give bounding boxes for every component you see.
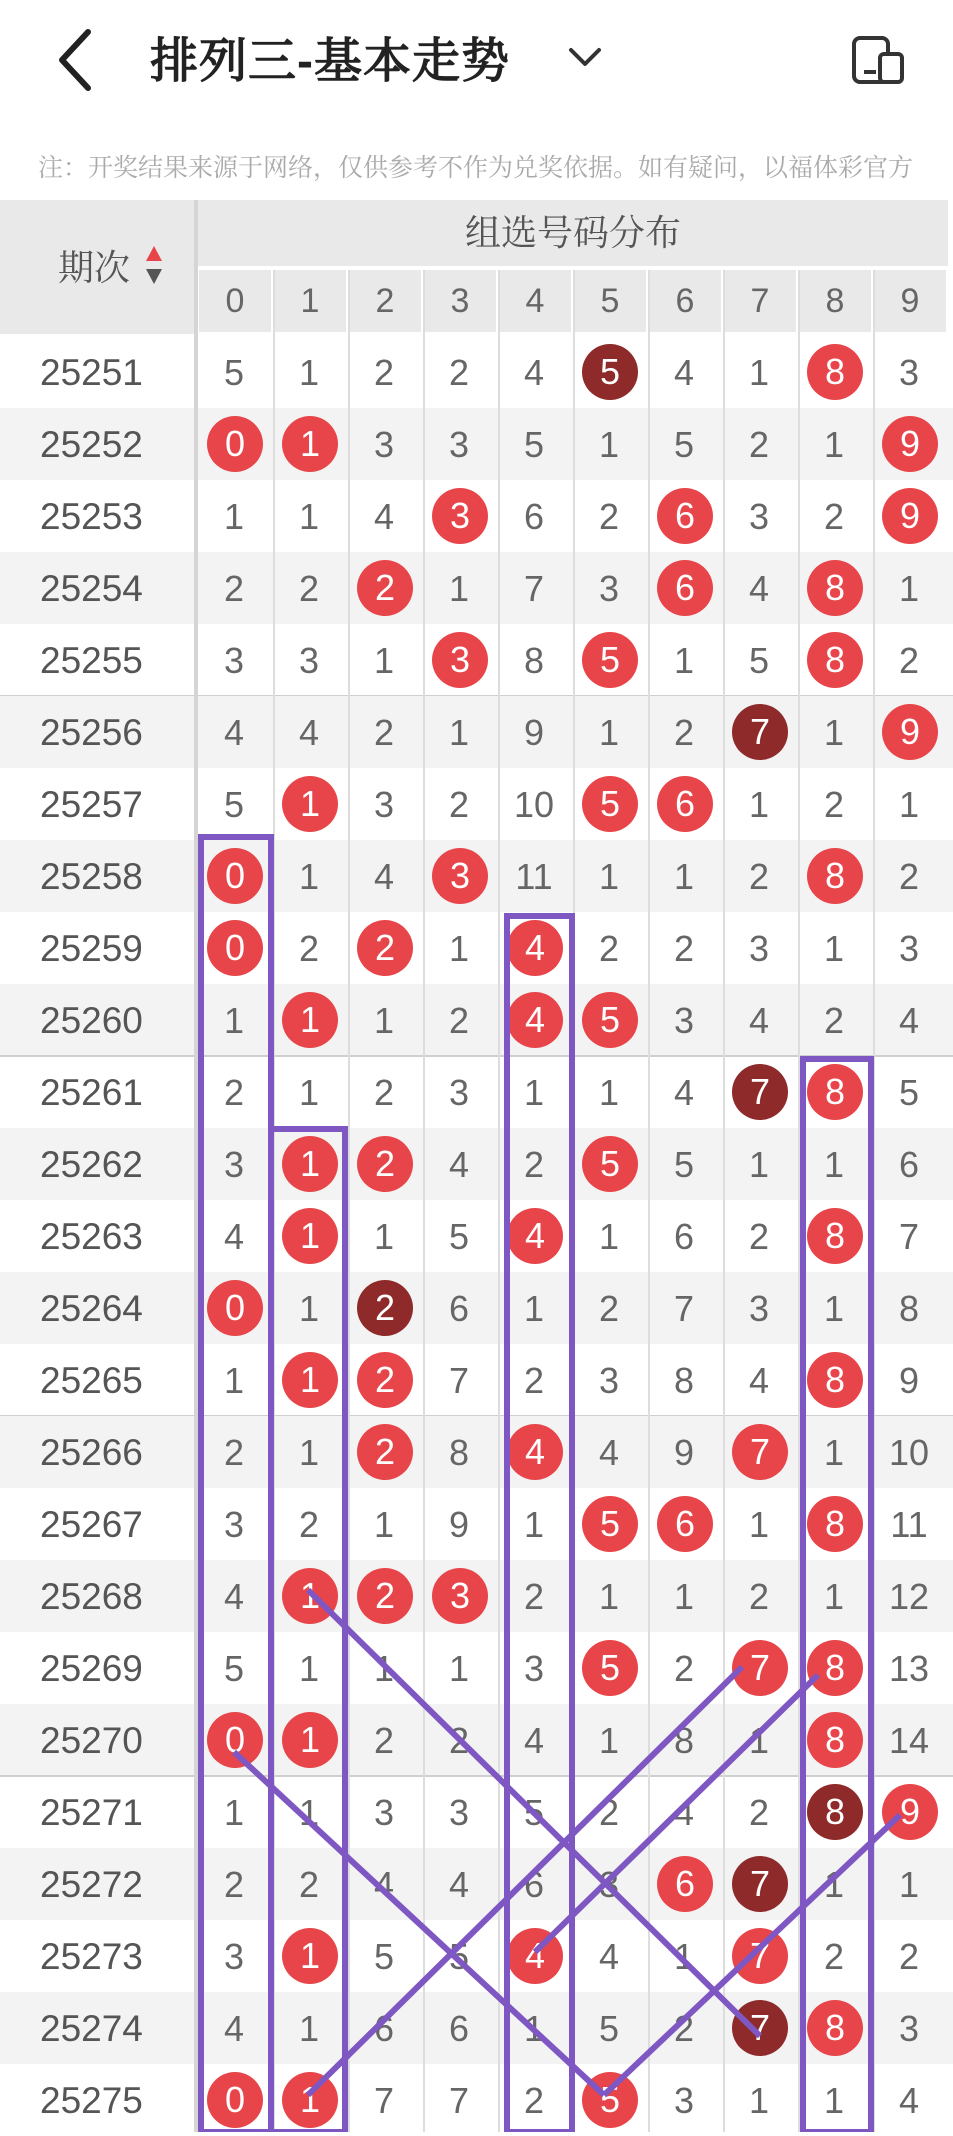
table-cell: 2 <box>448 1720 470 1761</box>
table-cell: 1 <box>598 1720 620 1761</box>
number-ball: 7 <box>732 1640 788 1696</box>
table-cell: 1 <box>298 496 320 537</box>
table-cell: 3 <box>373 784 395 825</box>
table-cell: 1 <box>598 856 620 897</box>
period-number: 25270 <box>40 1720 143 1761</box>
table-cell: 3 <box>223 1936 245 1977</box>
table-cell: 4 <box>373 856 395 897</box>
digit-header-8: 8 <box>799 270 871 332</box>
table-cell: 4 <box>523 352 545 393</box>
table-cell: 3 <box>598 568 620 609</box>
table-cell: 8 <box>523 640 545 681</box>
number-ball: 0 <box>207 848 263 904</box>
table-cell: 1 <box>598 424 620 465</box>
trend-line <box>308 1590 760 2036</box>
distribution-header: 组选号码分布 <box>198 200 948 266</box>
table-cell: 2 <box>298 1864 320 1905</box>
table-cell: 1 <box>298 1648 320 1689</box>
number-ball: 4 <box>507 920 563 976</box>
table-cell: 3 <box>373 424 395 465</box>
table-cell: 2 <box>673 1648 695 1689</box>
table-cell: 4 <box>673 1072 695 1113</box>
table-cell: 3 <box>598 1864 620 1905</box>
table-cell: 9 <box>673 1432 695 1473</box>
number-ball: 7 <box>732 1064 788 1120</box>
table-cell: 4 <box>748 1000 770 1041</box>
number-ball: 1 <box>282 1568 338 1624</box>
table-cell: 1 <box>373 1648 395 1689</box>
period-number: 25252 <box>40 424 143 465</box>
digit-header-7: 7 <box>724 270 796 332</box>
table-cell: 5 <box>673 1144 695 1185</box>
table-cell: 1 <box>223 1792 245 1833</box>
table-cell: 7 <box>898 1216 920 1257</box>
number-ball: 3 <box>432 632 488 688</box>
number-ball: 7 <box>732 1856 788 1912</box>
table-cell: 9 <box>448 1504 470 1545</box>
number-ball: 0 <box>207 920 263 976</box>
number-ball: 9 <box>882 488 938 544</box>
period-number: 25268 <box>40 1576 143 1617</box>
table-cell: 1 <box>298 1072 320 1113</box>
highlight-box-1 <box>271 1129 345 2132</box>
table-cell: 9 <box>523 712 545 753</box>
table-cell: 4 <box>373 496 395 537</box>
period-header: 期次 <box>58 247 131 288</box>
table-cell: 5 <box>598 2008 620 2049</box>
table-cell: 2 <box>523 1360 545 1401</box>
digit-header-4: 4 <box>499 270 571 332</box>
number-ball: 2 <box>357 1280 413 1336</box>
table-cell: 2 <box>298 568 320 609</box>
number-ball: 1 <box>282 1352 338 1408</box>
table-cell: 4 <box>598 1432 620 1473</box>
table-cell: 2 <box>673 928 695 969</box>
number-ball: 6 <box>657 488 713 544</box>
table-cell: 3 <box>748 928 770 969</box>
number-ball: 9 <box>882 704 938 760</box>
number-ball: 3 <box>432 488 488 544</box>
period-number: 25273 <box>40 1936 143 1977</box>
page-title[interactable]: 排列三-基本走势 <box>150 35 510 88</box>
table-cell: 2 <box>373 1072 395 1113</box>
table-cell: 1 <box>748 1144 770 1185</box>
period-number: 25261 <box>40 1072 143 1113</box>
table-cell: 1 <box>823 928 845 969</box>
table-cell: 4 <box>673 1792 695 1833</box>
table-cell: 12 <box>888 1576 930 1617</box>
digit-header-0: 0 <box>199 270 271 332</box>
number-ball: 5 <box>582 344 638 400</box>
table-cell: 3 <box>448 1792 470 1833</box>
table-cell: 2 <box>523 1576 545 1617</box>
table-cell: 1 <box>823 712 845 753</box>
table-cell: 1 <box>598 1072 620 1113</box>
table-cell: 6 <box>523 496 545 537</box>
table-cell: 1 <box>373 1504 395 1545</box>
number-ball: 1 <box>282 1928 338 1984</box>
table-cell: 1 <box>373 1216 395 1257</box>
table-cell: 1 <box>823 1288 845 1329</box>
table-cell: 9 <box>898 1360 920 1401</box>
highlight-box-0 <box>201 837 271 2132</box>
number-ball: 7 <box>732 704 788 760</box>
table-cell: 1 <box>523 1072 545 1113</box>
table-cell: 1 <box>823 1576 845 1617</box>
table-cell: 4 <box>448 1864 470 1905</box>
table-cell: 6 <box>898 1144 920 1185</box>
table-cell: 3 <box>748 1288 770 1329</box>
table-cell: 2 <box>448 1000 470 1041</box>
table-cell: 3 <box>898 2008 920 2049</box>
number-ball: 8 <box>807 1784 863 1840</box>
period-number: 25269 <box>40 1648 143 1689</box>
period-number: 25272 <box>40 1864 143 1905</box>
table-cell: 7 <box>448 2080 470 2121</box>
table-cell: 2 <box>898 1936 920 1977</box>
table-cell: 2 <box>823 496 845 537</box>
table-cell: 2 <box>373 712 395 753</box>
period-number: 25264 <box>40 1288 143 1329</box>
digit-header-1: 1 <box>274 270 346 332</box>
number-ball: 1 <box>282 416 338 472</box>
table-cell: 2 <box>223 568 245 609</box>
number-ball: 8 <box>807 1496 863 1552</box>
table-cell: 3 <box>598 1360 620 1401</box>
number-ball: 3 <box>432 848 488 904</box>
table-cell: 4 <box>523 1720 545 1761</box>
table-cell: 2 <box>898 640 920 681</box>
number-ball: 4 <box>507 1424 563 1480</box>
table-cell: 2 <box>373 352 395 393</box>
table-cell: 1 <box>523 1288 545 1329</box>
number-ball: 5 <box>582 632 638 688</box>
table-cell: 1 <box>748 1720 770 1761</box>
table-cell: 7 <box>523 568 545 609</box>
number-ball: 8 <box>807 848 863 904</box>
table-cell: 2 <box>823 1936 845 1977</box>
table-cell: 1 <box>448 928 470 969</box>
table-cell: 5 <box>223 352 245 393</box>
table-cell: 4 <box>748 1360 770 1401</box>
period-number: 25259 <box>40 928 143 969</box>
table-cell: 2 <box>223 1072 245 1113</box>
table-cell: 1 <box>298 2008 320 2049</box>
table-cell: 4 <box>223 1576 245 1617</box>
table-cell: 1 <box>673 640 695 681</box>
table-cell: 2 <box>448 352 470 393</box>
number-ball: 8 <box>807 632 863 688</box>
number-ball: 0 <box>207 1280 263 1336</box>
table-cell: 2 <box>748 1576 770 1617</box>
table-cell: 4 <box>223 1216 245 1257</box>
table-cell: 6 <box>448 1288 470 1329</box>
table-cell: 1 <box>448 712 470 753</box>
table-cell: 4 <box>373 1864 395 1905</box>
digit-header-6: 6 <box>649 270 721 332</box>
table-cell: 4 <box>223 712 245 753</box>
table-cell: 6 <box>373 2008 395 2049</box>
table-cell: 3 <box>898 928 920 969</box>
number-ball: 8 <box>807 1352 863 1408</box>
table-cell: 2 <box>298 928 320 969</box>
number-ball: 5 <box>582 776 638 832</box>
number-ball: 2 <box>357 560 413 616</box>
number-ball: 6 <box>657 776 713 832</box>
period-number: 25253 <box>40 496 143 537</box>
table-cell: 1 <box>223 1360 245 1401</box>
table-cell: 1 <box>373 1000 395 1041</box>
table-cell: 5 <box>523 424 545 465</box>
table-cell: 1 <box>673 1936 695 1977</box>
table-cell: 1 <box>598 712 620 753</box>
table-cell: 1 <box>298 1288 320 1329</box>
table-cell: 11 <box>515 856 553 897</box>
table-cell: 10 <box>888 1432 930 1473</box>
number-ball: 5 <box>582 1136 638 1192</box>
number-ball: 6 <box>657 1496 713 1552</box>
table-cell: 4 <box>898 1000 920 1041</box>
period-number: 25271 <box>40 1792 143 1833</box>
table-cell: 1 <box>673 856 695 897</box>
number-ball: 6 <box>657 560 713 616</box>
table-cell: 2 <box>598 1288 620 1329</box>
table-cell: 1 <box>223 496 245 537</box>
number-ball: 5 <box>582 1496 638 1552</box>
trend-line <box>535 1675 818 1952</box>
table-cell: 1 <box>298 1792 320 1833</box>
table-cell: 2 <box>673 712 695 753</box>
table-cell: 2 <box>748 1792 770 1833</box>
number-ball: 2 <box>357 1424 413 1480</box>
trend-line <box>234 1752 604 2095</box>
table-cell: 1 <box>523 2008 545 2049</box>
number-ball: 2 <box>357 1136 413 1192</box>
digit-header-9: 9 <box>874 270 946 332</box>
period-number: 25251 <box>40 352 143 393</box>
table-cell: 3 <box>448 1072 470 1113</box>
table-cell: 5 <box>748 640 770 681</box>
table-cell: 1 <box>748 1504 770 1545</box>
period-number: 25263 <box>40 1216 143 1257</box>
number-ball: 8 <box>807 1208 863 1264</box>
digit-header-3: 3 <box>424 270 496 332</box>
number-ball: 2 <box>357 920 413 976</box>
table-cell: 2 <box>823 784 845 825</box>
table-cell: 6 <box>448 2008 470 2049</box>
table-cell: 4 <box>448 1144 470 1185</box>
number-ball: 3 <box>432 1568 488 1624</box>
table-cell: 1 <box>298 1432 320 1473</box>
table-cell: 5 <box>448 1216 470 1257</box>
table-cell: 5 <box>373 1936 395 1977</box>
table-cell: 8 <box>673 1720 695 1761</box>
table-cell: 2 <box>598 496 620 537</box>
table-cell: 1 <box>448 568 470 609</box>
disclaimer-notice: 注：开奖结果来源于网络，仅供参考不作为兑奖依据。如有疑问，以福体彩官方 <box>38 154 914 182</box>
number-ball: 8 <box>807 1712 863 1768</box>
table-cell: 6 <box>673 1216 695 1257</box>
table-cell: 7 <box>373 2080 395 2121</box>
number-ball: 4 <box>507 1928 563 1984</box>
number-ball: 8 <box>807 560 863 616</box>
table-cell: 4 <box>898 2080 920 2121</box>
table-cell: 4 <box>673 352 695 393</box>
table-cell: 5 <box>448 1936 470 1977</box>
number-ball: 1 <box>282 992 338 1048</box>
table-cell: 2 <box>448 784 470 825</box>
table-cell: 1 <box>898 1864 920 1905</box>
period-number: 25258 <box>40 856 143 897</box>
digit-header-5: 5 <box>574 270 646 332</box>
table-cell: 2 <box>298 1504 320 1545</box>
table-cell: 3 <box>298 640 320 681</box>
table-cell: 1 <box>298 352 320 393</box>
table-cell: 2 <box>523 1144 545 1185</box>
table-cell: 4 <box>598 1936 620 1977</box>
table-cell: 2 <box>373 1720 395 1761</box>
period-number: 25267 <box>40 1504 143 1545</box>
number-ball: 5 <box>582 2072 638 2128</box>
period-number: 25265 <box>40 1360 143 1401</box>
table-cell: 1 <box>748 784 770 825</box>
table-cell: 3 <box>523 1648 545 1689</box>
table-cell: 8 <box>898 1288 920 1329</box>
table-cell: 1 <box>673 1576 695 1617</box>
table-cell: 3 <box>898 352 920 393</box>
number-ball: 1 <box>282 1712 338 1768</box>
number-ball: 0 <box>207 416 263 472</box>
table-cell: 3 <box>673 1000 695 1041</box>
table-cell: 3 <box>223 640 245 681</box>
number-ball: 5 <box>582 992 638 1048</box>
table-cell: 1 <box>448 1648 470 1689</box>
table-cell: 2 <box>598 1792 620 1833</box>
number-ball: 8 <box>807 2000 863 2056</box>
number-ball: 4 <box>507 992 563 1048</box>
table-cell: 2 <box>223 1864 245 1905</box>
number-ball: 1 <box>282 1136 338 1192</box>
number-ball: 8 <box>807 344 863 400</box>
number-ball: 7 <box>732 1928 788 1984</box>
table-cell: 1 <box>598 1576 620 1617</box>
table-cell: 1 <box>823 1432 845 1473</box>
table-cell: 5 <box>898 1072 920 1113</box>
table-cell: 13 <box>888 1648 930 1689</box>
number-ball: 1 <box>282 2072 338 2128</box>
period-number: 25260 <box>40 1000 143 1041</box>
table-cell: 3 <box>748 496 770 537</box>
table-cell: 1 <box>823 1144 845 1185</box>
table-cell: 3 <box>223 1144 245 1185</box>
table-cell: 10 <box>513 784 555 825</box>
table-cell: 5 <box>673 424 695 465</box>
table-cell: 6 <box>523 1864 545 1905</box>
table-cell: 8 <box>673 1360 695 1401</box>
table-cell: 2 <box>598 928 620 969</box>
table-cell: 4 <box>223 2008 245 2049</box>
table-cell: 1 <box>223 1000 245 1041</box>
digit-header-2: 2 <box>349 270 421 332</box>
number-ball: 4 <box>507 1208 563 1264</box>
table-cell: 8 <box>448 1432 470 1473</box>
table-cell: 7 <box>448 1360 470 1401</box>
table-cell: 2 <box>223 1432 245 1473</box>
table-cell: 3 <box>373 1792 395 1833</box>
table-cell: 1 <box>748 352 770 393</box>
period-number: 25262 <box>40 1144 143 1185</box>
table-cell: 1 <box>598 1216 620 1257</box>
table-cell: 14 <box>888 1720 930 1761</box>
table-cell: 7 <box>673 1288 695 1329</box>
period-number: 25254 <box>40 568 143 609</box>
table-cell: 5 <box>223 784 245 825</box>
table-cell: 4 <box>298 712 320 753</box>
number-ball: 2 <box>357 1352 413 1408</box>
period-number: 25266 <box>40 1432 143 1473</box>
highlight-box-8 <box>803 1059 871 2132</box>
table-cell: 3 <box>448 424 470 465</box>
table-cell: 1 <box>823 1864 845 1905</box>
table-cell: 2 <box>673 2008 695 2049</box>
table-cell: 4 <box>748 568 770 609</box>
table-cell: 5 <box>223 1648 245 1689</box>
table-cell: 1 <box>748 2080 770 2121</box>
period-number: 25257 <box>40 784 143 825</box>
number-ball: 7 <box>732 2000 788 2056</box>
number-ball: 1 <box>282 1208 338 1264</box>
trend-line <box>604 1815 900 2095</box>
table-cell: 2 <box>523 2080 545 2121</box>
table-cell: 1 <box>523 1504 545 1545</box>
table-cell: 1 <box>898 568 920 609</box>
table-cell: 2 <box>748 1216 770 1257</box>
table-cell: 5 <box>523 1792 545 1833</box>
period-number: 25255 <box>40 640 143 681</box>
number-ball: 5 <box>582 1640 638 1696</box>
number-ball: 1 <box>282 776 338 832</box>
number-ball: 2 <box>357 1568 413 1624</box>
table-cell: 1 <box>823 2080 845 2121</box>
table-cell: 3 <box>673 2080 695 2121</box>
period-number: 25256 <box>40 712 143 753</box>
number-ball: 9 <box>882 1784 938 1840</box>
table-cell: 1 <box>373 640 395 681</box>
table-cell: 2 <box>748 856 770 897</box>
number-ball: 7 <box>732 1424 788 1480</box>
number-ball: 0 <box>207 1712 263 1768</box>
number-ball: 0 <box>207 2072 263 2128</box>
table-cell: 1 <box>298 856 320 897</box>
table-cell: 11 <box>890 1504 928 1545</box>
period-number: 25274 <box>40 2008 143 2049</box>
table-cell: 2 <box>898 856 920 897</box>
table-cell: 2 <box>748 424 770 465</box>
number-ball: 9 <box>882 416 938 472</box>
number-ball: 6 <box>657 1856 713 1912</box>
table-cell: 1 <box>898 784 920 825</box>
period-number: 25275 <box>40 2080 143 2121</box>
table-cell: 3 <box>223 1504 245 1545</box>
number-ball: 8 <box>807 1640 863 1696</box>
table-cell: 1 <box>823 424 845 465</box>
number-ball: 8 <box>807 1064 863 1120</box>
table-cell: 2 <box>823 1000 845 1041</box>
